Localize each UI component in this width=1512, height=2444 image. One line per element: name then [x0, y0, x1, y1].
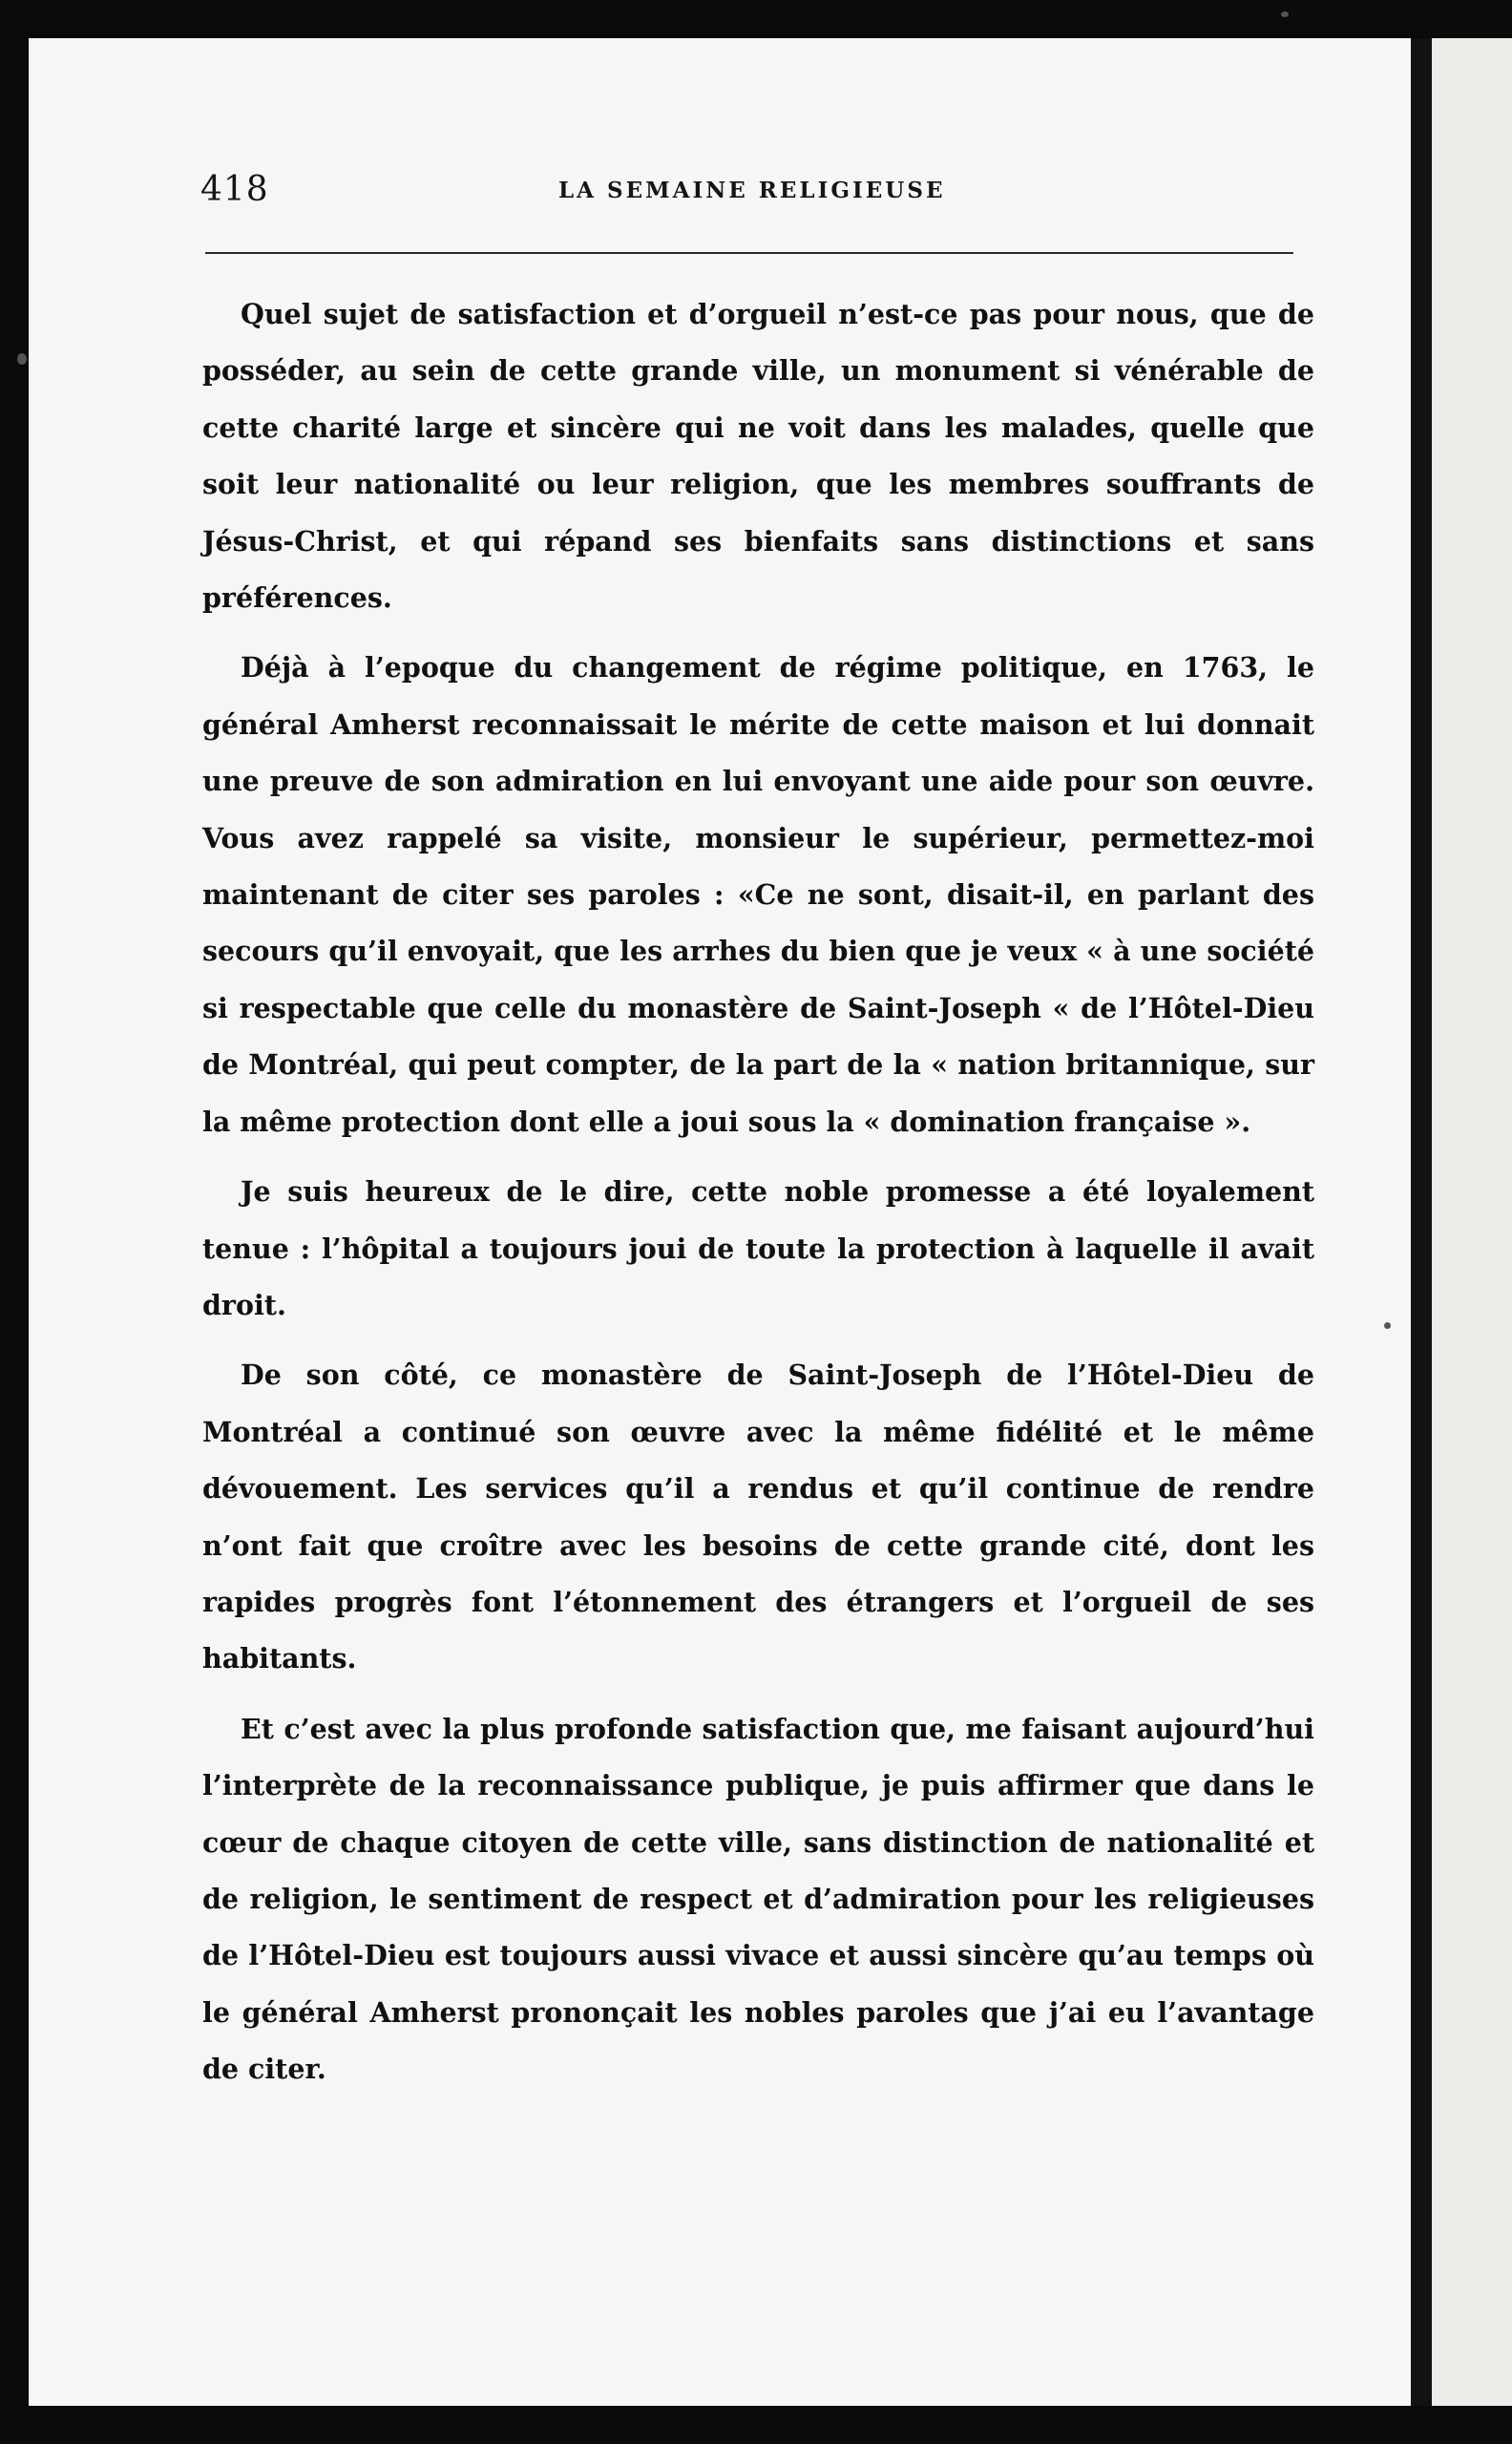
scan-speck — [17, 353, 27, 365]
body-text — [202, 286, 1314, 2112]
paragraph: Je suis heureux de le dire, cette noble promesse a été loyalement tenue : l’hôpital a toujours joui de toute la protection à laquelle il avait droit. — [202, 1175, 1314, 1321]
paragraph: De son côté, ce monastère de Saint-Joseph de l’Hôtel-Dieu de Montréal a continué son œuvre avec la même fidélité et le même dévouement. Les services qu’il a rendus et qu’il continue de rendre n’ont fait que croître avec les besoins de cette grande cité, dont les rapides progrès font l’étonnement des étrangers et l’orgueil de ses habitants. — [202, 1359, 1314, 1675]
scan-speck — [1281, 11, 1289, 17]
facing-page-edge — [1432, 38, 1512, 2406]
paragraph: Et c’est avec la plus profonde satisfaction que, me faisant aujourd’hui l’interprète de la reconnaissance publique, je puis affirmer que dans le cœur de chaque citoyen de cette ville, sans distinction de nationalité et de religion, le sentiment de respect et d’admiration pour les religieuses de l’Hôtel-Dieu est toujours aussi vivace et aussi sincère qu’au temps où le général Amherst prononçait les nobles paroles que j’ai eu l’avantage de citer. — [202, 1712, 1314, 2086]
running-title: LA SEMAINE RELIGIEUSE — [558, 178, 946, 203]
paragraph: Quel sujet de satisfaction et d’orgueil n’est-ce pas pour nous, que de posséder, au sein de cette grande ville, un monument si vénérable de cette charité large et sincère qui ne voit dans les malades, quelle que soit leur nationalité ou leur religion, que les membres souffrants de Jésus-Christ, et qui répand ses bienfaits sans distinctions et sans préférences. — [202, 298, 1314, 615]
paragraph: Déjà à l’epoque du changement de régime politique, en 1763, le général Amherst reconnaissait le mérite de cette maison et lui donnait une preuve de son admiration en lui envoyant une aide pour son œuvre. Vous avez rappelé sa visite, monsieur le supérieur, permettez-moi maintenant de citer ses paroles : «Ce ne sont, disait-il, en parlant des secours qu’il envoyait, que les arrhes du bien que je veux « à une société si respectable que celle du monastère de Saint-Joseph « de l’Hôtel-Dieu de Montréal, qui peut compter, de la part de la « nation britannique, sur la même protection dont elle a joui sous la « domination française ». — [202, 651, 1314, 1138]
page-gutter — [1411, 38, 1432, 2406]
page-number: 418 — [200, 170, 269, 209]
header-rule — [205, 252, 1293, 254]
scan-speck — [1384, 1322, 1391, 1329]
page-header — [172, 170, 1293, 227]
